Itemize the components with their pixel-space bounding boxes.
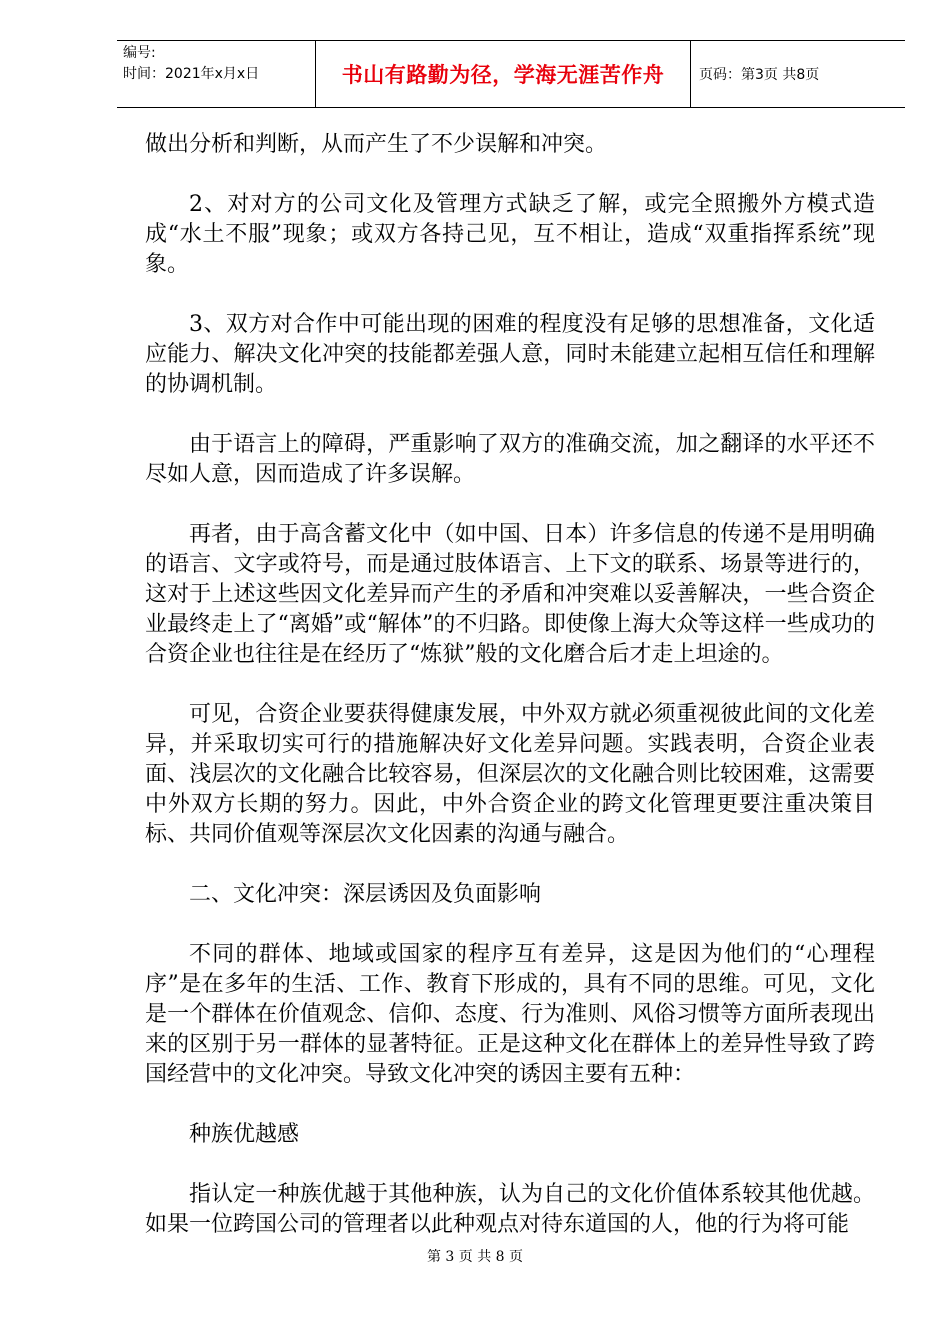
- document-body: [145, 130, 875, 1270]
- document-time-label: 时间：2021年x月x日: [123, 66, 260, 82]
- header-meta: [117, 41, 315, 107]
- paragraph-cultural-difference: 不同的群体、地域或国家的程序互有差异，这是因为他们的“心理程序”是在多年的生活、工作、教育下形成的，具有不同的思维。可见，文化是一个群体在价值观念、信仰、态度、行为准则、风俗习惯等方面所表现出来的区别于另一群体的显著特征。正是这种文化在群体上的差异性导致了跨国经营中的文化冲突。导致文化冲突的诱因主要有五种：: [145, 942, 875, 1087]
- page-footer: 第 3 页 共 8 页: [426, 1249, 524, 1265]
- section-heading: 二、文化冲突：深层诱因及负面影响: [189, 882, 542, 907]
- header-motto: 书山有路勤为径，学海无涯苦作舟: [341, 63, 665, 87]
- paragraph-continuation: 做出分析和判断，从而产生了不少误解和冲突。: [145, 132, 608, 157]
- subheading-ethnocentrism: 种族优越感: [189, 1122, 300, 1147]
- page-header: [117, 40, 905, 108]
- paragraph-point-3: 3、双方对合作中可能出现的困难的程度没有足够的思想准备，文化适应能力、解决文化冲突的技能都差强人意，同时未能建立起相互信任和理解的协调机制。: [145, 312, 875, 397]
- paragraph-high-context-culture: 再者，由于高含蓄文化中（如中国、日本）许多信息的传递不是用明确的语言、文字或符号，而是通过肢体语言、上下文的联系、场景等进行的，这对于上述这些因文化差异而产生的矛盾和冲突难以妥善解决，一些合资企业最终走上了“离婚”或“解体”的不归路。即使像上海大众等这样一些成功的合资企业也往往是在经历了“炼狱”般的文化磨合后才走上坦途的。: [145, 522, 875, 667]
- header-motto-cell: [315, 41, 691, 107]
- paragraph-conclusion: 可见，合资企业要获得健康发展，中外双方就必须重视彼此间的文化差异，并采取切实可行的措施解决好文化差异问题。实践表明，合资企业表面、浅层次的文化融合比较容易，但深层次的文化融合则比较困难，这需要中外双方长期的努力。因此，中外合资企业的跨文化管理更要注重决策目标、共同价值观等深层次文化因素的沟通与融合。: [145, 702, 875, 847]
- document-number-label: 编号:: [123, 45, 156, 61]
- header-page-cell: [691, 41, 905, 107]
- paragraph-ethnocentrism: 指认定一种族优越于其他种族，认为自己的文化价值体系较其他优越。如果一位跨国公司的管理者以此种观点对待东道国的人，他的行为将可能: [145, 1182, 875, 1237]
- header-page-number: 页码：第3页 共8页: [699, 67, 820, 83]
- paragraph-point-2: 2、对对方的公司文化及管理方式缺乏了解，或完全照搬外方模式造成“水土不服”现象；或双方各持己见，互不相让，造成“双重指挥系统”现象。: [145, 192, 875, 277]
- paragraph-language-barrier: 由于语言上的障碍，严重影响了双方的准确交流，加之翻译的水平还不尽如人意，因而造成了许多误解。: [145, 432, 875, 487]
